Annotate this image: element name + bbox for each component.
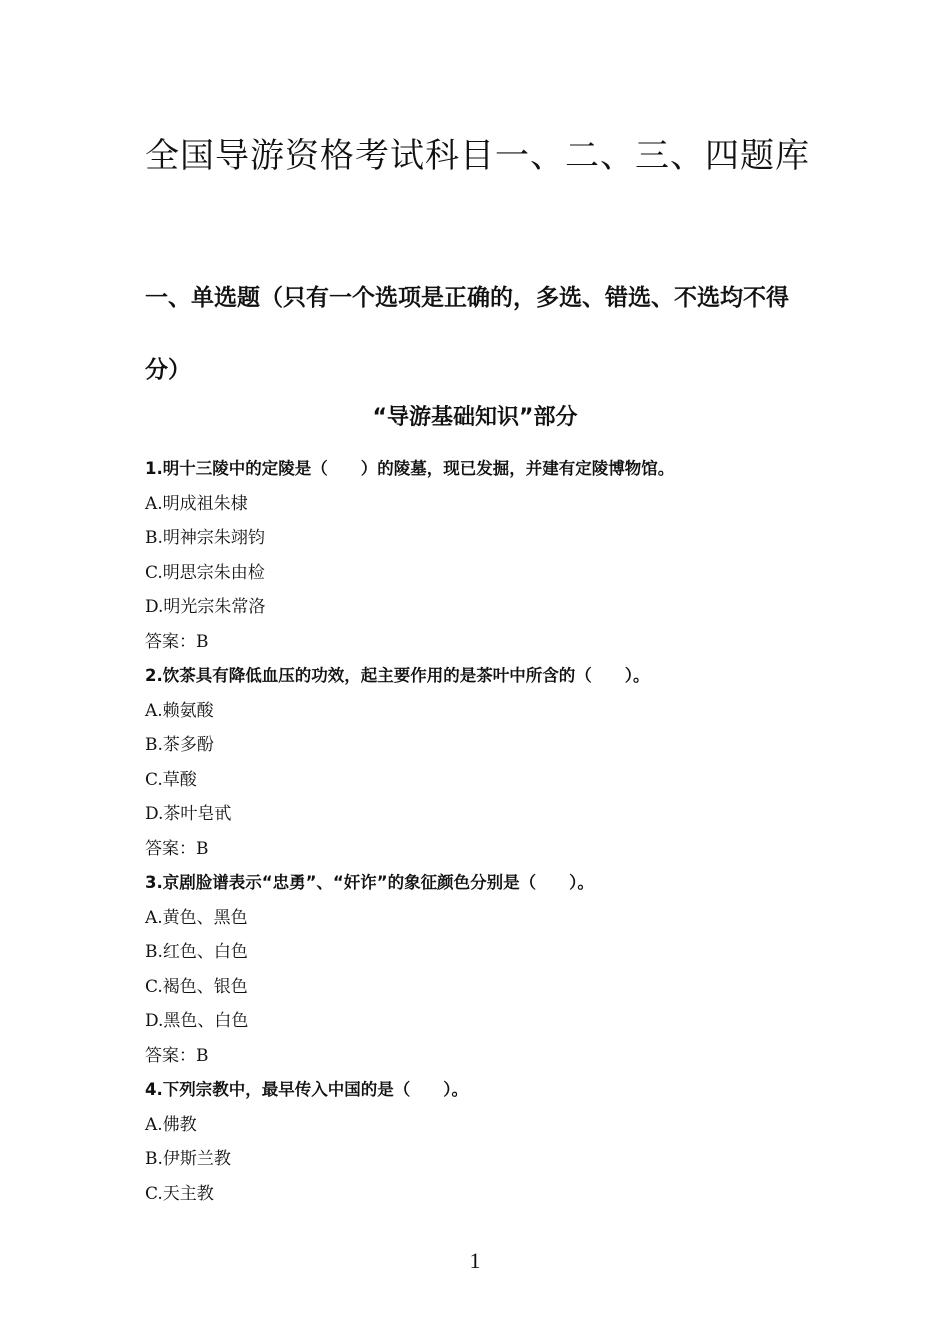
question-option: B.茶多酚 [145,735,214,755]
question-option: B.红色、白色 [145,942,248,962]
question-option: C.草酸 [145,769,197,790]
question-stem: 1.明十三陵中的定陵是（ ）的陵墓，现已发掘，并建有定陵博物馆。 [145,459,675,478]
question-option: A.赖氨酸 [145,700,214,721]
document-title: 全国导游资格考试科目一、二、三、四题库 [145,136,810,176]
question-option: C.褐色、银色 [145,976,248,997]
question-option: D.茶叶皂甙 [145,804,232,824]
question-answer: 答案：B [145,838,209,859]
question-answer: 答案：B [145,1045,209,1066]
subsection-heading: “导游基础知识”部分 [372,405,578,430]
question-option: C.明思宗朱由检 [145,562,265,583]
question-stem: 3.京剧脸谱表示“忠勇”、“奸诈”的象征颜色分别是（ ）。 [145,873,594,892]
question-option: A.黄色、黑色 [145,907,248,928]
question-option: A.佛教 [145,1114,197,1135]
section-heading: 一、单选题（只有一个选项是正确的，多选、错选、不选均不得分） [145,285,789,383]
question-answer: 答案：B [145,631,209,652]
question-option: D.明光宗朱常洛 [145,597,266,617]
question-option: D.黑色、白色 [145,1011,249,1031]
question-option: A.明成祖朱棣 [145,493,248,514]
question-stem: 2.饮茶具有降低血压的功效，起主要作用的是茶叶中所含的（ ）。 [145,666,650,685]
page-number: 1 [469,1248,481,1273]
question-option: B.明神宗朱翊钧 [145,528,265,548]
question-option: B.伊斯兰教 [145,1149,231,1169]
question-stem: 4.下列宗教中，最早传入中国的是（ ）。 [145,1080,468,1099]
question-list [145,452,825,1211]
question-option: C.天主教 [145,1183,214,1204]
